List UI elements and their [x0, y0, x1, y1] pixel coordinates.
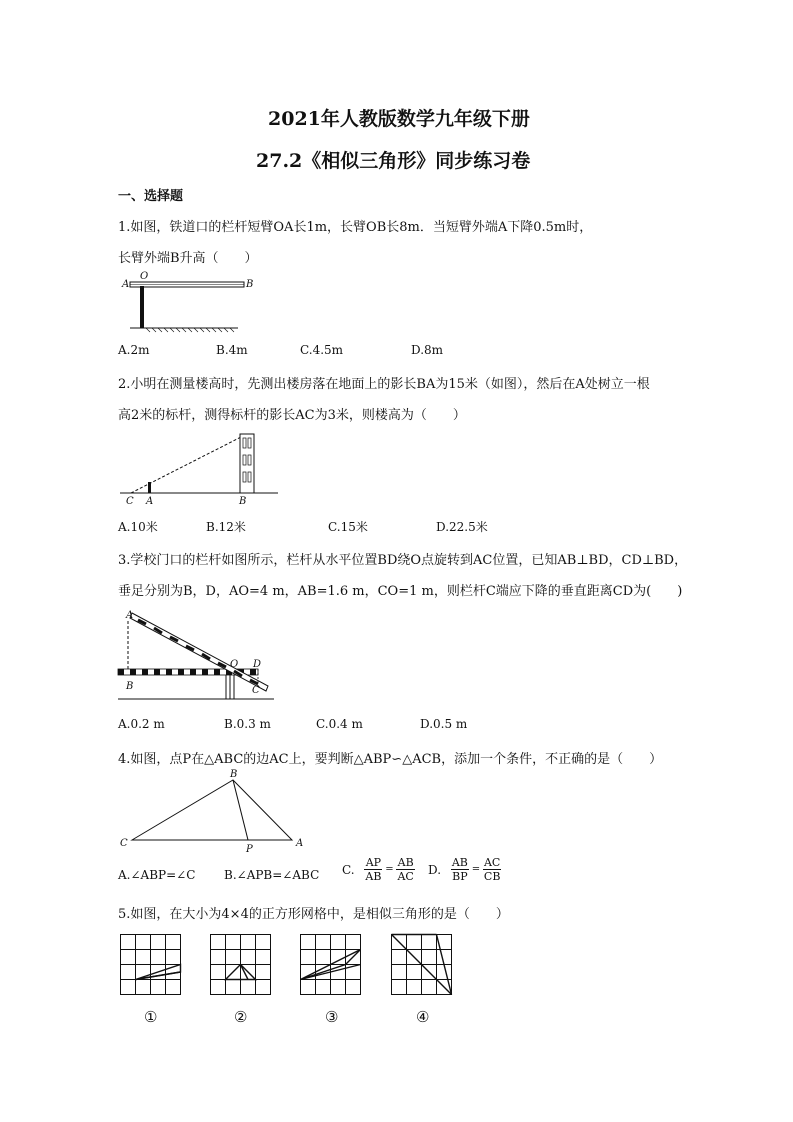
- q4-option-b[interactable]: B.∠APB=∠ABC: [224, 868, 320, 882]
- label-B: B: [246, 279, 254, 290]
- q3-option-a[interactable]: A.0.2 m: [118, 717, 165, 731]
- q4-option-d-fraction-1: [451, 856, 469, 883]
- label-A: A: [296, 838, 304, 849]
- frac-num: AC: [483, 856, 501, 869]
- question-1-figure: [118, 271, 254, 334]
- label-B: B: [126, 681, 134, 692]
- label-D: D: [253, 659, 262, 670]
- q1-option-d[interactable]: D.8m: [411, 343, 444, 357]
- q4-option-c-prefix: C.: [342, 862, 355, 877]
- frac-den: BP: [452, 870, 468, 883]
- label-O: O: [230, 659, 239, 670]
- label-C: C: [126, 496, 134, 507]
- grid-caption-3: ③: [325, 1008, 339, 1026]
- label-A: A: [126, 610, 134, 621]
- label-P: P: [246, 844, 253, 855]
- question-5-text-line1: 5.如图，在大小为4×4的正方形网格中，是相似三角形的是（ ）: [118, 907, 509, 922]
- q4-option-c-fraction-2: [396, 856, 414, 883]
- frac-num: AB: [451, 856, 468, 869]
- q4-option-d[interactable]: [428, 856, 501, 883]
- grid-figure-4: [391, 934, 453, 996]
- q1-option-a[interactable]: A.2m: [118, 343, 150, 357]
- question-3-text-line2: 垂足分别为B，D，AO=4 m，AB=1.6 m，CO=1 m，则栏杆C端应下降的垂直距离CD为( ): [118, 584, 683, 599]
- q4-option-d-fraction-2: [483, 856, 502, 883]
- frac-num: AB: [397, 856, 414, 869]
- label-A: A: [146, 496, 154, 507]
- q1-option-b[interactable]: B.4m: [216, 343, 248, 357]
- q2-option-c[interactable]: C.15米: [328, 520, 368, 534]
- page-subtitle: 27.2《相似三角形》同步练习卷: [256, 150, 531, 172]
- question-3-figure: [118, 607, 278, 703]
- q3-option-c[interactable]: C.0.4 m: [316, 717, 363, 731]
- question-2-text-line1: 2.小明在测量楼高时，先测出楼房落在地面上的影长BA为15米（如图），然后在A处树立一根: [118, 377, 650, 392]
- question-1-text-line2: 长臂外端B升高（ ）: [118, 251, 258, 266]
- section-heading: 一、选择题: [118, 189, 184, 204]
- question-4-figure: [118, 768, 308, 854]
- question-3-text-line1: 3.学校门口的栏杆如图所示，栏杆从水平位置BD绕O点旋转到AC位置，已知AB⊥BD，CD⊥BD，: [118, 553, 688, 568]
- label-C: C: [120, 838, 128, 849]
- q1-option-c[interactable]: C.4.5m: [300, 343, 344, 357]
- q4-option-d-prefix: D.: [428, 862, 442, 877]
- label-O: O: [140, 271, 149, 282]
- grid-caption-2: ②: [234, 1008, 248, 1026]
- equals-sign: =: [385, 864, 394, 875]
- q2-option-d[interactable]: D.22.5米: [436, 520, 488, 534]
- frac-den: AB: [365, 870, 382, 883]
- label-B: B: [239, 496, 247, 507]
- question-1-text-line1: 1.如图，铁道口的栏杆短臂OA长1m，长臂OB长8m．当短臂外端A下降0.5m时，: [118, 220, 593, 235]
- q4-option-c-fraction-1: [364, 856, 382, 883]
- label-C: C: [252, 685, 260, 696]
- equals-sign: =: [471, 864, 481, 875]
- q3-option-b[interactable]: B.0.3 m: [224, 717, 271, 731]
- q2-option-a[interactable]: A.10米: [118, 520, 158, 534]
- question-4-text-line1: 4.如图，点P在△ABC的边AC上，要判断△ABP∽△ACB，添加一个条件，不正确的是（ ）: [118, 752, 663, 767]
- label-B: B: [230, 769, 238, 780]
- grid-caption-1: ①: [144, 1008, 158, 1026]
- grid-figure-2: [210, 934, 272, 996]
- q4-option-a[interactable]: A.∠ABP=∠C: [118, 868, 196, 882]
- grid-figure-3: [300, 934, 362, 996]
- q4-option-c[interactable]: [342, 856, 415, 883]
- frac-den: AC: [397, 870, 414, 883]
- page-title: 2021年人教版数学九年级下册: [268, 108, 530, 130]
- grid-caption-4: ④: [416, 1008, 430, 1026]
- q2-option-b[interactable]: B.12米: [206, 520, 246, 534]
- frac-num: AP: [365, 856, 382, 869]
- label-A: A: [122, 279, 130, 290]
- question-2-figure: [118, 430, 298, 510]
- frac-den: CB: [483, 870, 501, 883]
- grid-figure-1: [120, 934, 182, 996]
- q3-option-d[interactable]: D.0.5 m: [420, 717, 468, 731]
- question-2-text-line2: 高2米的标杆，测得标杆的影长AC为3米，则楼高为（ ）: [118, 408, 466, 423]
